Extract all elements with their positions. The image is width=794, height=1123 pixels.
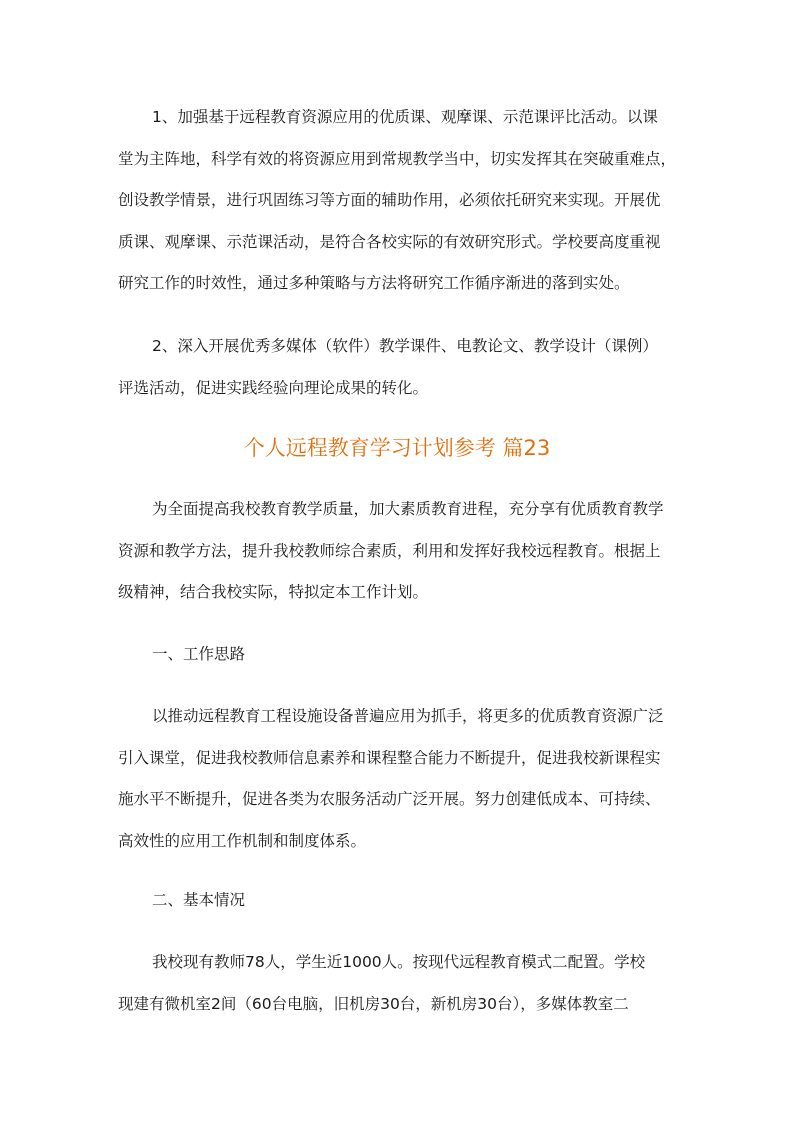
paragraph-competition: [118, 97, 678, 305]
paragraph-intro: [118, 489, 678, 614]
text-line: 引入课堂，促进我校教师信息素养和课程整合能力不断提升，促进我校新课程实: [118, 748, 661, 767]
article-title: 个人远程教育学习计划参考 篇23: [243, 436, 551, 460]
text-line: 级精神，结合我校实际，特拟定本工作计划。: [118, 583, 429, 601]
text-line: 创设教学情景，进行巩固练习等方面的辅助作用，必须依托研究来实现。开展优: [118, 191, 661, 209]
heading-text: 一、工作思路: [152, 645, 246, 663]
text-line: 研究工作的时效性，通过多种策略与方法将研究工作循序渐进的落到实处。: [118, 274, 630, 292]
section-heading-basic-info: [118, 880, 678, 922]
text-line: 资源和教学方法，提升我校教师综合素质，利用和发挥好我校远程教育。根据上: [118, 541, 661, 560]
text-line: 我校现有教师78人，学生近1000人。按现代远程教育模式二配置。学校: [152, 953, 646, 971]
text-line: 2、深入开展优秀多媒体（软件）教学课件、电教论文、教学设计（课例）: [152, 337, 658, 355]
text-line: 评选活动，促进实践经验向理论成果的转化。: [118, 378, 429, 397]
text-line: 质课、观摩课、示范课活动，是符合各校实际的有效研究形式。学校要高度重视: [118, 232, 661, 251]
text-line: 堂为主阵地，科学有效的将资源应用到常规教学当中，切实发挥其在突破重难点，: [118, 149, 677, 168]
text-line: 1、加强基于远程教育资源应用的优质课、观摩课、示范课评比活动。以课: [152, 108, 658, 126]
text-line: 以推动远程教育工程设施设备普遍应用为抓手，将更多的优质教育资源广泛: [152, 707, 664, 725]
text-line: 高效性的应用工作机制和制度体系。: [118, 831, 367, 850]
section-heading-work-idea: [118, 634, 678, 676]
paragraph-basic-info: [118, 942, 678, 1025]
paragraph-selection: [118, 326, 678, 409]
heading-text: 二、基本情况: [152, 891, 246, 909]
text-line: 施水平不断提升，促进各类为农服务活动广泛开展。努力创建低成本、可持续、: [118, 790, 661, 808]
paragraph-work-idea: [118, 696, 678, 862]
text-line: 现建有微机室2间（60台电脑，旧机房30台，新机房30台），多媒体教室二: [118, 994, 629, 1013]
text-line: 为全面提高我校教育教学质量，加大素质教育进程，充分享有优质教育教学: [152, 500, 664, 518]
